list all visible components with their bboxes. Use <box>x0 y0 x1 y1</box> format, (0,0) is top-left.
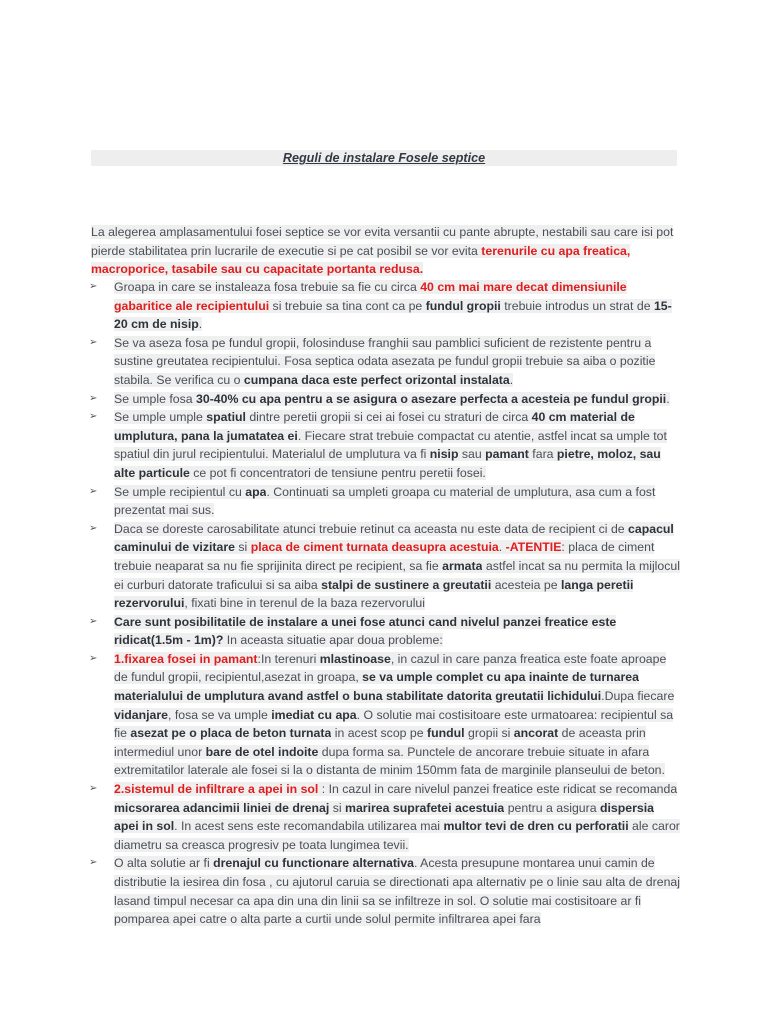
text-segment: , in cazul in care panza freatica este foate aproape de fundul gropii, recipientul,asezat in groapa, <box>114 651 667 685</box>
text-segment: acesteia pe <box>491 577 562 592</box>
highlighted-text: terenurile cu apa freatica, macroporice, tasabile sau cu capacitate portanta redusa. <box>91 243 631 277</box>
text-segment: in acest scop pe <box>331 726 428 741</box>
text-segment: trebuie introdus un strat de <box>500 298 654 313</box>
text-segment: . <box>498 540 506 555</box>
bold-text: pamant <box>485 447 529 462</box>
bold-text: nisip <box>429 447 459 462</box>
text-segment: de aceasta prin intermediul unor <box>114 726 646 759</box>
highlighted-text: 1.fixarea fosei in pamant <box>114 651 258 666</box>
bold-text: spatiul <box>206 410 246 425</box>
bold-text: micsorarea adancimii liniei de drenaj <box>114 800 330 815</box>
highlighted-text: placa de ciment turnata deasupra acestuia <box>250 540 499 555</box>
text-segment: , fosa se va umple <box>168 707 272 722</box>
bold-text: 15-20 cm de nisip <box>114 298 672 332</box>
bold-text: 40 cm material de umplutura, pana la jumatatea ei <box>114 410 635 443</box>
arrow-bullet-icon: ➢ <box>89 615 98 627</box>
bold-text: apa <box>245 484 267 499</box>
text-segment: Se umple fosa <box>114 391 197 406</box>
text-segment: . <box>509 372 514 387</box>
bold-text: asezat pe o placa de beton turnata <box>130 726 332 741</box>
bold-text: dispersia apei in sol <box>114 800 654 834</box>
bold-text: se va umple complet cu apa inainte de turnarea materialului de umplutura avand astfel o buna stabilitate datorita greutatii lichidului <box>114 670 639 704</box>
bold-text: multor tevi de dren cu perforatii <box>443 819 629 834</box>
text-segment: gropii si <box>464 726 514 741</box>
bold-text: fundul <box>427 726 465 741</box>
title-bar <box>91 150 677 166</box>
text-segment: La alegerea amplasamentului fosei septice se vor evita versantii cu pante abrupte, nestabili sau care isi pot pierde stabilitatea prin lucrarile de executie si pe cat posibil se vor evita <box>91 225 674 258</box>
text-segment: si trebuie sa tina cont ca pe <box>269 298 426 313</box>
text-segment: fara <box>528 447 557 462</box>
text-segment: ale caror diametru sa creasca progresiv pe toata lungimea tevii. <box>114 819 680 852</box>
list-item <box>89 390 681 409</box>
text-segment: sau <box>458 447 486 462</box>
bold-text: cumpana daca este perfect orizontal instalata <box>243 372 510 387</box>
bold-text: pietre, moloz, sau alte particule <box>114 447 661 480</box>
bold-text: drenajul cu functionare alternativa <box>213 856 415 871</box>
text-segment: Groapa in care se instaleaza fosa trebuie sa fie cu circa <box>114 280 421 294</box>
arrow-bullet-icon: ➢ <box>89 281 98 292</box>
text-segment: Se umple recipientul cu <box>114 484 246 499</box>
arrow-bullet-icon: ➢ <box>89 411 98 423</box>
bold-text: vidanjare <box>114 707 168 722</box>
arrow-bullet-icon: ➢ <box>89 392 98 404</box>
text-segment: ce pot fi concentratori de tensiune pentru peretii fosei. <box>189 465 486 480</box>
instruction-list <box>89 278 681 929</box>
arrow-bullet-icon: ➢ <box>89 485 98 497</box>
text-segment: pentru a asigura <box>504 800 600 815</box>
text-segment: Se va aseza fosa pe fundul gropii, folosinduse franghii sau pamblici suficient de rezistente pentru a sustine greutatea recipientului. Fosa septica odata asezata pe fundul gropii trebuie sa aiba o pozitie stabila. Se verifica cu o <box>114 335 656 387</box>
bold-text: marirea suprafetei acestuia <box>345 800 505 815</box>
text-segment: si <box>329 800 346 815</box>
list-item <box>89 520 681 613</box>
bold-text: Care sunt posibilitatile de instalare a unei fose atunci cand nivelul panzei freatice este ridicat(1.5m - 1m)? <box>114 614 617 648</box>
list-item <box>89 613 681 650</box>
arrow-bullet-icon: ➢ <box>89 857 98 869</box>
document-title: Reguli de instalare Fosele septice <box>282 151 486 165</box>
highlighted-text: 40 cm mai mare decat dimensiunile gabaritice ale recipientului <box>114 280 627 313</box>
text-segment: . In acest sens este recomandabila utilizarea mai <box>174 819 444 834</box>
bold-text: capacul caminului de vizitare <box>114 521 674 555</box>
text-segment: In aceasta situatie apar doua probleme: <box>223 633 443 648</box>
bold-text: armata <box>442 558 483 573</box>
text-segment: astfel incat sa nu permita la mijlocul ei curburi datorate traficului si sa aiba <box>114 558 680 592</box>
bold-text: fundul gropii <box>425 298 501 313</box>
arrow-bullet-icon: ➢ <box>89 522 98 534</box>
bold-text: mlastinoase <box>319 651 391 666</box>
text-segment: dintre peretii gropii si cei ai fosei cu straturi de circa <box>245 410 532 425</box>
list-item <box>89 650 681 780</box>
text-segment: . Fiecare strat trebuie compactat cu atentie, astfel incat sa umple tot spatiul din jurul recipientului. Materialul de umplutura va fi <box>114 428 667 462</box>
list-item <box>89 334 681 390</box>
text-segment: . O solutie mai costisitoare este urmatoarea: recipientul sa fie <box>114 707 674 741</box>
bold-text: stalpi de sustinere a greutatii <box>321 577 492 592</box>
arrow-bullet-icon: ➢ <box>89 336 98 348</box>
text-segment: . <box>198 317 203 332</box>
bold-text: bare de otel indoite <box>205 744 319 759</box>
text-segment: O alta solutie ar fi <box>114 856 214 871</box>
text-segment: Se umple umple <box>114 410 207 425</box>
intro-paragraph <box>91 223 681 279</box>
text-segment: . <box>666 391 670 406</box>
text-segment: . Acesta presupune montarea unui camin de distributie la iesirea din fosa , cu ajutorul caruia se directionati apa alternativ pe o linie sau alta de drenaj lasand timpul necesar ca apa din una din linii sa se infiltreze in sol. O solutie mai costisitoare ar fi pomparea apei catre o alta parte a curtii unde solul permite infiltrarea apei fara <box>114 856 680 927</box>
bold-text: imediat cu apa <box>271 707 357 722</box>
list-item <box>89 854 681 928</box>
text-segment: , fixati bine in terenul de la baza rezervorului <box>184 596 425 611</box>
highlighted-text: -ATENTIE <box>505 540 562 555</box>
text-segment: .Dupa fiecare <box>601 689 675 704</box>
list-item <box>89 780 681 854</box>
list-item <box>89 483 681 520</box>
bold-text: langa peretii rezervorului <box>114 577 634 611</box>
text-segment: : placa de ciment trebuie neaparat sa nu fie sprijinita direct pe recipient, sa fie <box>114 540 655 573</box>
text-segment: dupa forma sa. Punctele de ancorare trebuie situate in afara extremitatilor laterale ale fosei si la o distanta de minim 150mm fata de marginile planseului de beton. <box>114 744 665 778</box>
text-segment: : In cazul in care nivelul panzei freatice este ridicat se recomanda <box>318 782 678 797</box>
text-segment: . Continuati sa umpleti groapa cu material de umplutura, asa cum a fost prezentat mai sus. <box>114 484 656 518</box>
arrow-bullet-icon: ➢ <box>89 783 98 795</box>
arrow-bullet-icon: ➢ <box>89 652 98 664</box>
highlighted-text: 2.sistemul de infiltrare a apei in sol <box>114 782 319 797</box>
list-item <box>89 408 681 482</box>
bold-text: 30-40% cu apa pentru a se asigura o asezare perfecta a acesteia pe fundul gropii <box>196 391 667 406</box>
text-segment: si <box>234 540 251 555</box>
text-segment: :In terenuri <box>257 651 320 666</box>
text-segment: Daca se doreste carosabilitate atunci trebuie retinut ca aceasta nu este data de recipient ci de <box>114 521 629 536</box>
list-item <box>89 278 681 334</box>
bold-text: ancorat <box>513 726 559 741</box>
